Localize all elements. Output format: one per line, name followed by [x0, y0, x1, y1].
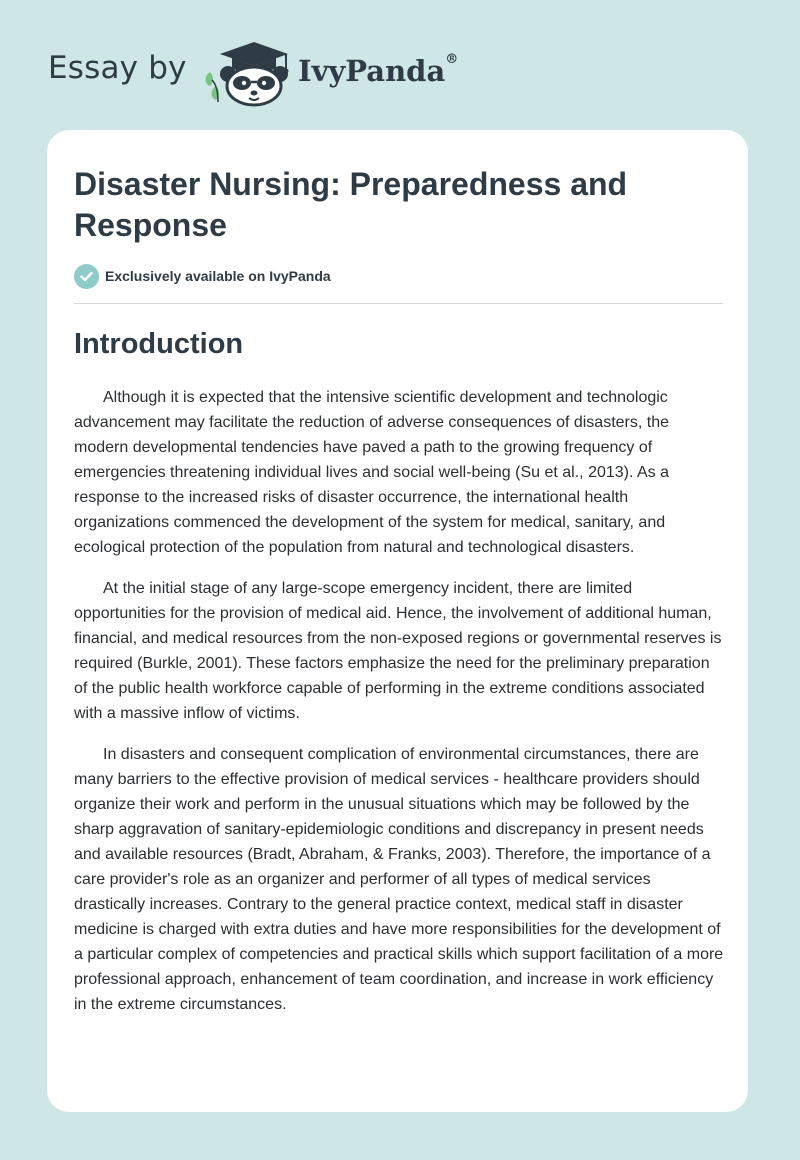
exclusive-badge [74, 263, 331, 289]
essay-card [47, 130, 748, 1112]
section-heading: Introduction [74, 328, 244, 360]
registered-mark: ® [445, 52, 459, 67]
check-circle-icon [74, 264, 99, 289]
exclusive-badge-text: Exclusively available on IvyPanda [105, 268, 331, 284]
brand-name [298, 54, 458, 88]
panda-graduate-icon [202, 36, 292, 108]
article-body [74, 385, 726, 1033]
site-header [48, 36, 468, 108]
title-divider [74, 303, 723, 304]
paragraph: At the initial stage of any large-scope emergency incident, there are limited opportunities for the provision of medical aid. Hence, the involvement of additional human, financial, and medical resources from the non-exposed regions or governmental reserves is required (Burkle, 2001). These factors emphasize the need for the preliminary preparation of the public health workforce capable of performing in the extreme conditions associated with a massive inflow of victims. [74, 580, 722, 722]
essay-by-label: Essay by [48, 50, 187, 86]
page-title: Disaster Nursing: Preparedness and Response [74, 166, 628, 243]
paragraph: Although it is expected that the intensive scientific development and technologic advancement may facilitate the reduction of adverse consequences of disasters, the modern developmental tendencies have paved a path to the growing frequency of emergencies threatening individual lives and social well-being (Su et al., 2013). As a response to the increased risks of disaster occurrence, the international health organizations commenced the development of the system for medical, sanitary, and ecological protection of the population from natural and technological disasters. [74, 389, 670, 556]
brand-text: IvyPanda [298, 54, 446, 88]
paragraph: In disasters and consequent complication of environmental circumstances, there are many barriers to the effective provision of medical services - healthcare providers should organize their work and perform in the unusual situations which may be followed by the sharp aggravation of sanitary-epidemiologic conditions and discrepancy in present needs and available resources (Bradt, Abraham, & Franks, 2003). Therefore, the importance of a care provider's role as an organizer and performer of all types of medical services drastically increases. Contrary to the general practice context, medical staff in disaster medicine is charged with extra duties and have more responsibilities for the development of a particular complex of competencies and practical skills which support facilitation of a more professional approach, enhancement of team coordination, and increase in work efficiency in the extreme circumstances. [74, 746, 724, 1013]
